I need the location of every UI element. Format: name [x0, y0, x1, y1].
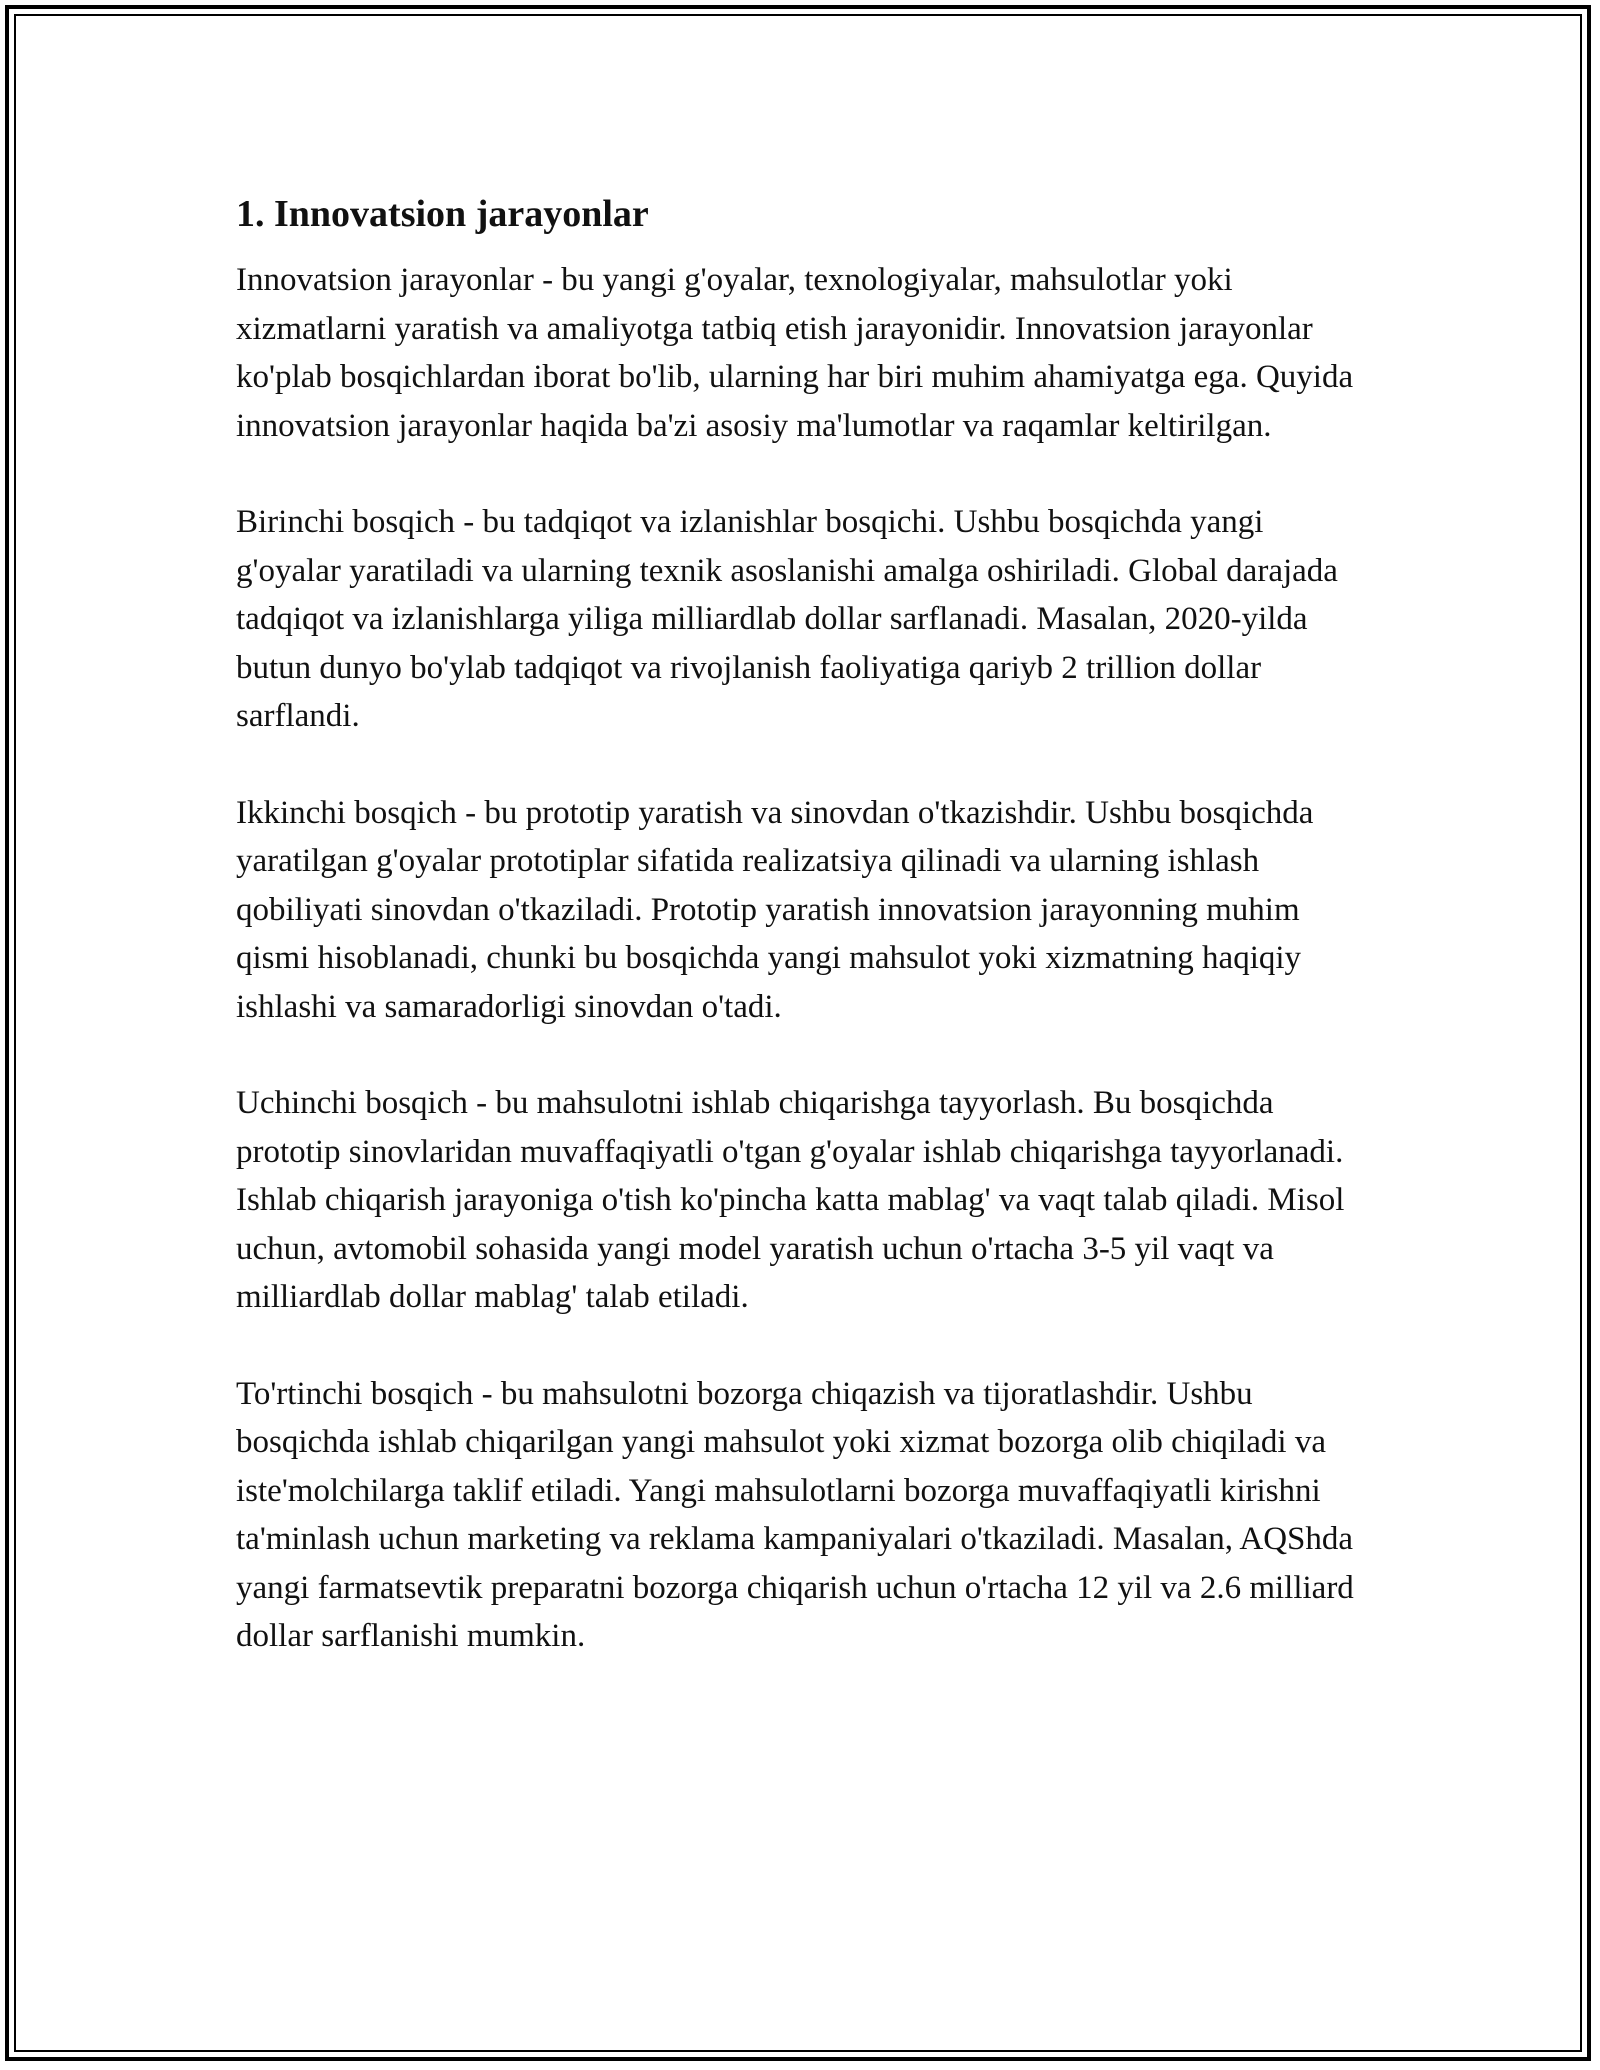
paragraph-stage-2: Ikkinchi bosqich - bu prototip yaratish va sinovdan o'tkazishdir. Ushbu bosqichda yaratilgan g'oyalar prototiplar sifatida realizatsiya qilinadi va ularning ishlash qobiliyati sinovdan o'tkaziladi. Prototip yaratish innovatsion jarayonning muhim qismi hisoblanadi, chunki bu bosqichda yangi mahsulot yoki xizmatning haqiqiy ishlashi va samaradorligi sinovdan o'tadi.: [236, 794, 1314, 1025]
paragraph-stage-1: Birinchi bosqich - bu tadqiqot va izlanishlar bosqichi. Ushbu bosqichda yangi g'oyalar yaratiladi va ularning texnik asoslanishi amalga oshiriladi. Global darajada tadqiqot va izlanishlarga yiliga milliardlab dollar sarflanadi. Masalan, 2020-yilda butun dunyo bo'ylab tadqiqot va rivojlanish faoliyatiga qariyb 2 trillion dollar sarflandi.: [236, 504, 1338, 734]
paragraph-intro: Innovatsion jarayonlar - bu yangi g'oyalar, texnologiyalar, mahsulotlar yoki xizmatlarni yaratish va amaliyotga tatbiq etish jarayonidir. Innovatsion jarayonlar ko'plab bosqichlardan iborat bo'lib, ularning har biri muhim ahamiyatga ega. Quyida innovatsion jarayonlar haqida ba'zi asosiy ma'lumotlar va raqamlar keltirilgan.: [236, 262, 1354, 444]
document-body: [236, 186, 1366, 1709]
paragraph-stage-4: To'rtinchi bosqich - bu mahsulotni bozorga chiqazish va tijoratlashdir. Ushbu bosqichda ishlab chiqarilgan yangi mahsulot yoki xizmat bozorga olib chiqiladi va iste'molchilarga taklif etiladi. Yangi mahsulotlarni bozorga muvaffaqiyatli kirishni ta'minlash uchun marketing va reklama kampaniyalari o'tkaziladi. Masalan, AQShda yangi farmatsevtik preparatni bozorga chiqarish uchun o'rtacha 12 yil va 2.6 milliard dollar sarflanishi mumkin.: [236, 1375, 1354, 1654]
page-title: 1. Innovatsion jarayonlar: [236, 193, 649, 235]
paragraph-stage-3: Uchinchi bosqich - bu mahsulotni ishlab chiqarishga tayyorlash. Bu bosqichda prototip sinovlaridan muvaffaqiyatli o'tgan g'oyalar ishlab chiqarishga tayyorlanadi. Ishlab chiqarish jarayoniga o'tish ko'pincha katta mablag' va vaqt talab qiladi. Misol uchun, avtomobil sohasida yangi model yaratish uchun o'rtacha 3-5 yil vaqt va milliardlab dollar mablag' talab etiladi.: [236, 1085, 1345, 1315]
